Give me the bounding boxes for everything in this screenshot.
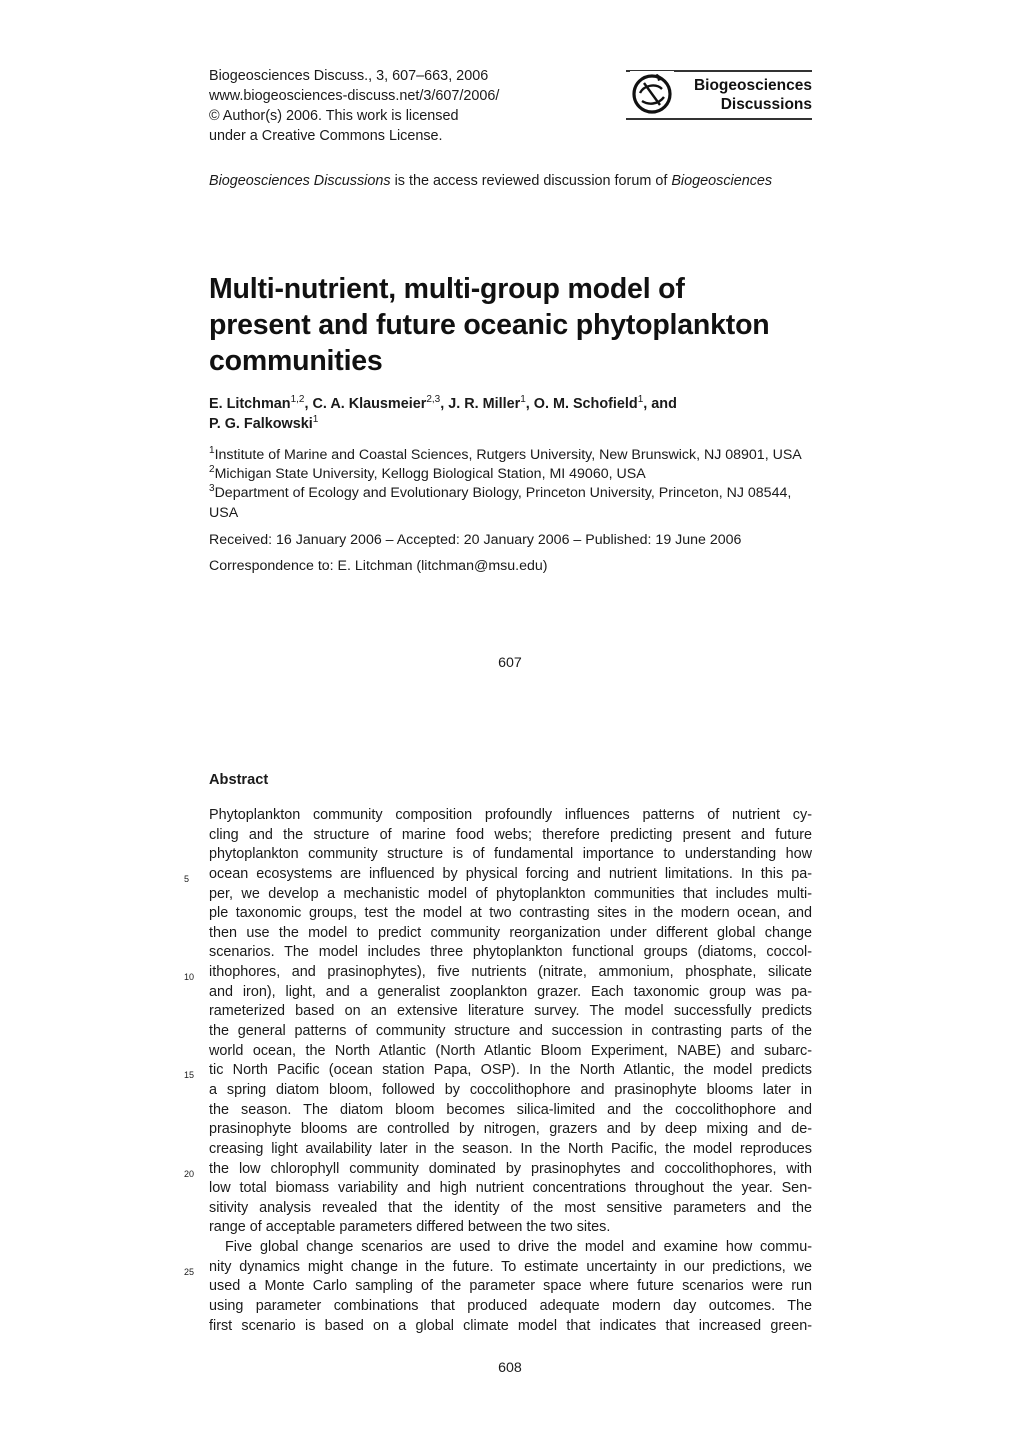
abstract-line (184, 1061, 812, 1081)
line-number: 10 (184, 972, 195, 983)
forum-statement (209, 173, 772, 189)
affiliation: $^2$Michigan State University, Kellogg Biological Station, MI 49060, USA (209, 464, 646, 483)
abstract-line-text: world ocean, the North Atlantic (North Atlantic Bloom Experiment, NABE) and subarc- (209, 1042, 812, 1059)
logo-bottom-rule (626, 118, 812, 120)
abstract-line (209, 826, 812, 846)
page-number: 607 (498, 655, 522, 671)
abstract-line (209, 1317, 812, 1337)
abstract-line-text: Phytoplankton community composition profoundly influences patterns of nutrient cy- (209, 807, 812, 823)
title-line-3: communities (209, 345, 383, 377)
abstract-line (209, 904, 812, 924)
license-line-1: © Author(s) 2006. This work is licensed (209, 108, 459, 124)
line-number: 15 (184, 1070, 195, 1081)
journal-logo (626, 70, 812, 120)
abstract-line (209, 1297, 812, 1317)
abstract-line-text: ithophores, and prasinophytes), five nutrients (nitrate, ammonium, phosphate, silicate (209, 964, 812, 981)
page-number-2: 608 (498, 1360, 522, 1376)
abstract-line (209, 1002, 812, 1022)
abstract-line-text: the season. The diatom bloom becomes silica-limited and the coccolithophore and (209, 1101, 812, 1118)
abstract-line (184, 963, 812, 983)
abstract-line-text: a spring diatom bloom, followed by coccolithophore and prasinophyte blooms later in (209, 1081, 812, 1098)
logo-wordmark (694, 76, 812, 114)
publication-dates: Received: 16 January 2006 – Accepted: 20 January 2006 – Published: 19 June 2006 (209, 532, 742, 548)
abstract-line-text: and iron), light, and a generalist zooplankton grazer. Each taxonomic group was pa- (209, 983, 812, 1000)
abstract-line (209, 1218, 812, 1238)
abstract-line (209, 1042, 812, 1062)
abstract-line (209, 983, 812, 1003)
abstract-line-text: prasinophyte blooms are controlled by nitrogen, grazers and by deep mixing and de- (209, 1121, 812, 1138)
author-list (209, 394, 829, 434)
abstract-line-text: used a Monte Carlo sampling of the parameter space where future scenarios were run (209, 1278, 812, 1295)
abstract-line (209, 806, 812, 826)
journal-url[interactable]: www.biogeosciences-discuss.net/3/607/2006/ (209, 88, 500, 104)
logo-name-line-2: Discussions (720, 96, 812, 113)
abstract-line (209, 1022, 812, 1042)
license-line-2: under a Creative Commons License. (209, 128, 443, 144)
line-number: 20 (184, 1168, 195, 1179)
journal-metadata (209, 66, 499, 146)
abstract-line-text: per, we develop a mechanistic model of phytoplankton communities that includes multi- (209, 885, 812, 902)
forum-middle-text: is the access reviewed discussion forum of (390, 173, 672, 189)
author: P. G. Falkowski$^1$ (209, 414, 319, 432)
abstract-line-text: tic North Pacific (ocean station Papa, OSP). In the North Atlantic, the model predicts (209, 1062, 812, 1079)
abstract-line-text: rameterized based on an extensive literature survey. The model successfully predicts (209, 1003, 812, 1020)
abstract-line-text: Five global change scenarios are used to drive the model and examine how commu- (225, 1239, 812, 1256)
abstract-line (209, 1120, 812, 1140)
abstract-line (209, 1199, 812, 1219)
abstract-line-text: using parameter combinations that produced adequate modern day outcomes. The (209, 1298, 812, 1315)
egu-emblem-icon (630, 71, 674, 117)
abstract-line-text: cling and the structure of marine food webs; therefore predicting present and future (209, 826, 812, 843)
abstract-line (209, 1277, 812, 1297)
correspondence: Correspondence to: E. Litchman (litchman@msu.edu) (209, 558, 548, 574)
abstract-line-text: scenarios. The model includes three phytoplankton functional groups (diatoms, coccol- (209, 944, 812, 961)
affiliation: $^1$Institute of Marine and Coastal Sciences, Rutgers University, New Brunswick, NJ 08901, USA (209, 445, 802, 463)
abstract-line-text: low total biomass variability and high nutrient concentrations throughout the year. Sen- (209, 1180, 812, 1197)
abstract-line (209, 1140, 812, 1160)
abstract-line (184, 865, 812, 885)
author: O. M. Schofield$^1$, and (533, 394, 677, 412)
abstract-line-text: ple taxonomic groups, test the model at two contrasting sites in the modern ocean, and (209, 905, 812, 922)
author: J. R. Miller$^1$, (448, 394, 534, 412)
line-number: 5 (184, 873, 190, 884)
abstract-line-text: sitivity analysis revealed that the identity of the most sensitive parameters and the (209, 1199, 812, 1216)
abstract-line (209, 1238, 812, 1258)
logo-name-line-1: Biogeosciences (693, 77, 812, 94)
affiliation: $^3$Department of Ecology and Evolutionary Biology, Princeton University, Princeton, NJ 08544, USA (209, 483, 792, 521)
abstract-heading: Abstract (209, 772, 269, 788)
abstract-line-text: range of acceptable parameters differed between the two sites. (209, 1219, 611, 1236)
abstract-line (209, 845, 812, 865)
title-line-2: present and future oceanic phytoplankton (209, 309, 770, 341)
line-number: 25 (184, 1266, 195, 1277)
affiliations (209, 446, 814, 523)
abstract-line (184, 1258, 812, 1278)
title-line-1: Multi-nutrient, multi-group model of (209, 273, 685, 305)
abstract-line (209, 924, 812, 944)
forum-journal-name: Biogeosciences Discussions (209, 173, 391, 189)
abstract-line-text: ocean ecosystems are influenced by physical forcing and nutrient limitations. In this pa- (209, 865, 812, 882)
abstract-line-text: phytoplankton community structure is of fundamental importance to understanding how (209, 846, 812, 863)
author: C. A. Klausmeier$^{2,3}$, (312, 394, 449, 412)
paper-title (209, 271, 829, 379)
abstract-line-text: then use the model to predict community reorganization under different global change (209, 924, 812, 941)
abstract-line (209, 1179, 812, 1199)
citation-line: Biogeosciences Discuss., 3, 607–663, 2006 (209, 68, 489, 84)
abstract-line-text: first scenario is based on a global climate model that indicates that increased green- (209, 1317, 812, 1334)
abstract-body (184, 806, 812, 1336)
abstract-line (209, 1101, 812, 1121)
abstract-line (209, 943, 812, 963)
abstract-line-text: nity dynamics might change in the future. To estimate uncertainty in our predictions, we (209, 1258, 812, 1275)
abstract-line-text: creasing light availability later in the season. In the North Pacific, the model reproduces (209, 1140, 812, 1157)
abstract-line (209, 885, 812, 905)
abstract-line-text: the low chlorophyll community dominated by prasinophytes and coccolithophores, with (209, 1160, 812, 1177)
abstract-line-text: the general patterns of community structure and succession in contrasting parts of the (209, 1023, 812, 1040)
forum-journal-name-2: Biogeosciences (671, 173, 773, 189)
abstract-line (184, 1160, 812, 1180)
abstract-line (209, 1081, 812, 1101)
author: E. Litchman$^{1,2}$, (209, 394, 313, 412)
